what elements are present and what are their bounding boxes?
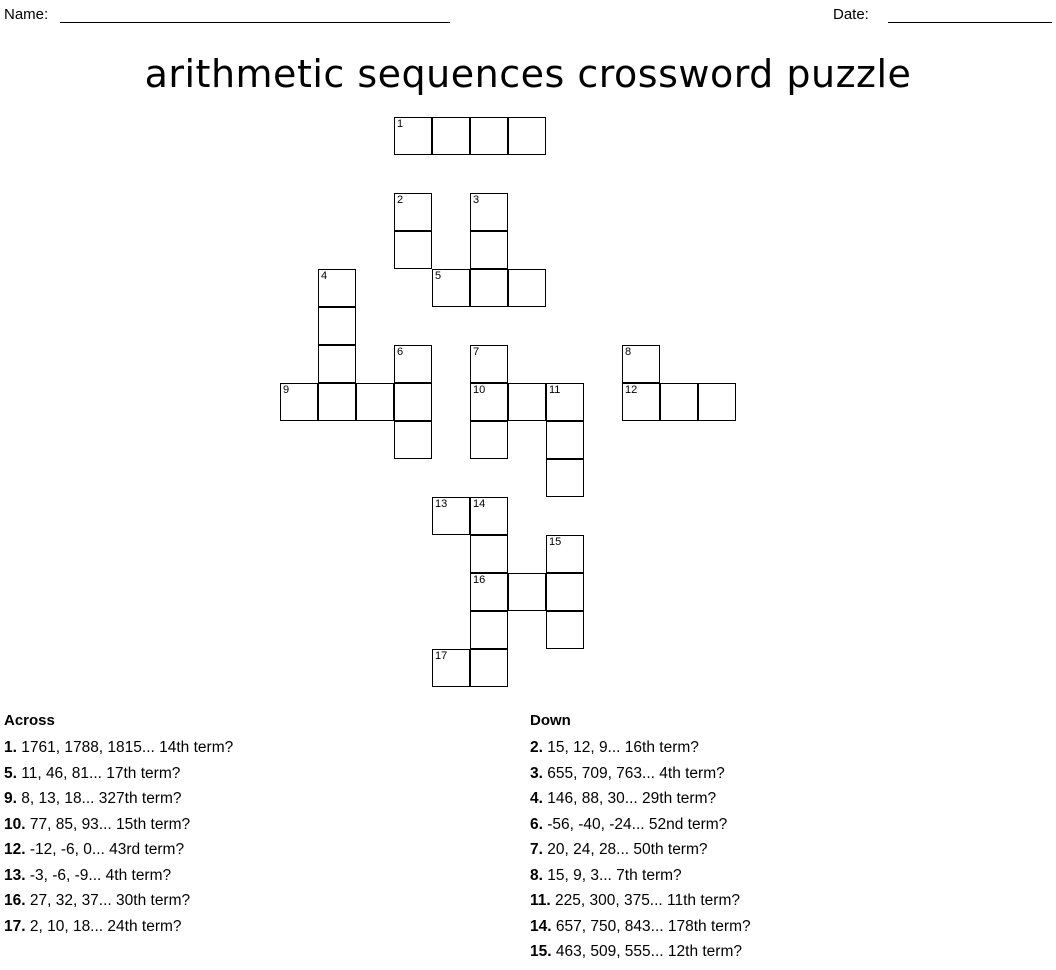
grid-cell[interactable] [470,497,508,535]
grid-cell-number: 1 [397,118,404,130]
grid-cell[interactable] [394,117,432,155]
down-clue-text: 15, 12, 9... 16th term? [547,739,699,756]
across-clue-number: 17. [4,917,30,935]
down-clue-item [530,786,1050,812]
down-clue-item [530,863,1050,889]
down-clue-number: 14. [530,917,556,935]
across-clue-number: 5. [4,764,22,782]
across-clue-text: -12, -6, 0... 43rd term? [29,841,185,858]
grid-cell[interactable] [698,383,736,421]
grid-cell[interactable] [394,383,432,421]
grid-cell[interactable] [622,345,660,383]
grid-cell[interactable] [546,535,584,573]
grid-cell[interactable] [508,383,546,421]
grid-cell[interactable] [318,345,356,383]
grid-cell[interactable] [546,421,584,459]
across-clue-text: 2, 10, 18... 24th term? [29,917,182,935]
across-clue-number: 9. [4,790,22,807]
grid-cell[interactable] [470,535,508,573]
grid-cell[interactable] [432,497,470,535]
grid-cell[interactable] [546,611,584,649]
grid-cell[interactable] [318,307,356,345]
across-clue-text: 77, 85, 93... 15th term? [29,815,191,833]
across-clue-text: 8, 13, 18... 327th term? [21,790,182,807]
across-clue-text: 1761, 1788, 1815... 14th term? [21,739,234,756]
grid-cell[interactable] [470,573,508,611]
down-clue-item [530,812,1050,838]
down-clue-text: 463, 509, 555... 12th term? [555,943,742,960]
down-clue-item [530,914,1050,940]
grid-cell[interactable] [470,269,508,307]
grid-cell[interactable] [470,345,508,383]
across-clue-text: 11, 46, 81... 17th term? [21,764,181,782]
down-heading: Down [530,712,571,729]
grid-cell-number: 8 [625,346,632,358]
grid-cell[interactable] [470,231,508,269]
across-clue-number: 13. [4,866,30,884]
grid-cell[interactable] [470,117,508,155]
grid-cell[interactable] [318,269,356,307]
across-clue-item [4,761,524,787]
grid-cell-number: 14 [473,498,486,510]
grid-cell-number: 12 [625,384,638,396]
grid-cell[interactable] [546,573,584,611]
grid-cell-number: 11 [549,384,561,396]
across-clue-item [4,735,524,761]
down-clue-text: 657, 750, 843... 178th term? [555,917,751,935]
down-clue-text: 15, 9, 3... 7th term? [547,866,682,884]
grid-cell[interactable] [470,383,508,421]
grid-cell[interactable] [432,269,470,307]
down-clue-number: 2. [530,739,548,756]
grid-cell-number: 15 [549,536,562,548]
across-clue-text: 27, 32, 37... 30th term? [29,892,191,909]
grid-cell[interactable] [394,231,432,269]
down-clue-number: 11. [530,892,555,909]
grid-cell-number: 4 [321,270,328,282]
across-heading: Across [4,712,55,729]
down-clue-number: 8. [530,866,548,884]
across-clue-item [4,786,524,812]
grid-cell-number: 9 [283,384,290,396]
down-clue-text: 225, 300, 375... 11th term? [555,892,740,909]
grid-cell[interactable] [470,193,508,231]
grid-cell-number: 7 [473,346,480,358]
page-title: arithmetic sequences crossword puzzle [144,52,912,96]
grid-cell[interactable] [432,117,470,155]
name-label: Name: [4,6,49,23]
across-clue-item [4,914,524,940]
grid-cell[interactable] [546,459,584,497]
grid-cell[interactable] [622,383,660,421]
across-clue-item [4,812,524,838]
date-label: Date: [833,6,869,23]
down-clue-item [530,939,1050,965]
down-clue-number: 4. [530,790,548,807]
grid-cell[interactable] [394,193,432,231]
grid-cell-number: 2 [397,194,404,206]
grid-cell[interactable] [394,421,432,459]
grid-cell[interactable] [546,383,584,421]
grid-cell[interactable] [318,383,356,421]
down-clue-text: 146, 88, 30... 29th term? [547,790,717,807]
down-clue-item [530,735,1050,761]
down-clue-number: 7. [530,841,548,858]
grid-cell[interactable] [508,573,546,611]
across-clue-item [4,888,524,914]
across-clue-item [4,863,524,889]
grid-cell-number: 10 [473,384,486,396]
down-clue-number: 3. [530,764,548,782]
down-clue-text: 655, 709, 763... 4th term? [547,764,725,782]
grid-cell[interactable] [470,649,508,687]
across-clue-number: 16. [4,892,30,909]
across-clue-number: 10. [4,815,30,833]
grid-cell-number: 17 [435,650,448,662]
grid-cell[interactable] [356,383,394,421]
grid-cell[interactable] [394,345,432,383]
grid-cell-number: 3 [473,194,480,206]
down-clue-item [530,888,1050,914]
across-clues [4,712,524,939]
across-clue-number: 1. [4,739,22,756]
across-clue-item [4,837,524,863]
grid-cell[interactable] [508,269,546,307]
grid-cell[interactable] [660,383,698,421]
down-clue-number: 15. [530,943,556,960]
grid-cell-number: 13 [435,498,448,510]
across-clue-text: -3, -6, -9... 4th term? [29,866,172,884]
grid-cell[interactable] [280,383,318,421]
grid-cell[interactable] [432,649,470,687]
grid-cell[interactable] [470,421,508,459]
grid-cell[interactable] [508,117,546,155]
across-clue-number: 12. [4,841,30,858]
down-clue-text: -56, -40, -24... 52nd term? [547,815,728,833]
down-clue-text: 20, 24, 28... 50th term? [547,841,708,858]
grid-cell-number: 5 [435,270,442,282]
down-clue-number: 6. [530,815,548,833]
down-clue-item [530,837,1050,863]
grid-cell-number: 6 [397,346,404,358]
down-clue-item [530,761,1050,787]
grid-cell[interactable] [470,611,508,649]
down-clues [530,712,1050,965]
grid-cell-number: 16 [473,574,486,586]
